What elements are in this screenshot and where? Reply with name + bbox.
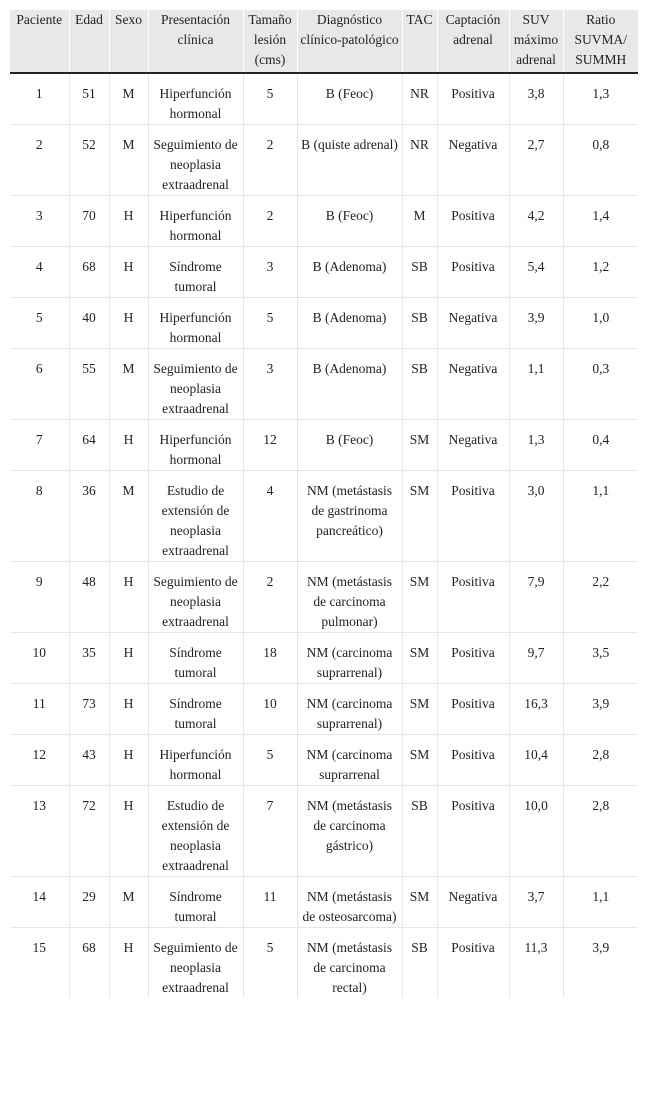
cell-presentacion: Síndrome tumoral [148,684,243,735]
cell-captacion: Positiva [437,247,509,298]
table-row [10,349,638,420]
cell-diagnostico: NM (metástasis de carcinoma pulmonar) [297,562,402,633]
cell-ratio: 1,3 [563,73,638,125]
cell-tamano: 11 [243,877,297,928]
cell-presentacion: Seguimiento de neoplasia extraadrenal [148,928,243,999]
cell-sexo: M [109,73,148,125]
cell-tamano: 5 [243,298,297,349]
cell-paciente: 7 [10,420,69,471]
cell-paciente: 14 [10,877,69,928]
cell-edad: 64 [69,420,109,471]
cell-ratio: 0,3 [563,349,638,420]
cell-suv: 11,3 [509,928,563,999]
cell-tac: SB [402,298,437,349]
table-row [10,125,638,196]
cell-tamano: 2 [243,562,297,633]
cell-edad: 52 [69,125,109,196]
cell-suv: 1,1 [509,349,563,420]
cell-edad: 72 [69,786,109,877]
cell-tac: SM [402,471,437,562]
cell-sexo: H [109,420,148,471]
cell-edad: 40 [69,298,109,349]
cell-tamano: 4 [243,471,297,562]
cell-sexo: H [109,684,148,735]
cell-paciente: 8 [10,471,69,562]
cell-captacion: Positiva [437,786,509,877]
cell-suv: 3,9 [509,298,563,349]
cell-paciente: 5 [10,298,69,349]
cell-sexo: H [109,633,148,684]
cell-suv: 10,4 [509,735,563,786]
column-header-diagnostico: Diagnóstico clínico-patológico [297,10,402,73]
cell-suv: 7,9 [509,562,563,633]
cell-edad: 68 [69,928,109,999]
cell-tac: SB [402,349,437,420]
cell-tamano: 5 [243,73,297,125]
cell-ratio: 0,8 [563,125,638,196]
cell-diagnostico: NM (carcinoma suprarrenal [297,735,402,786]
cell-sexo: H [109,196,148,247]
cell-edad: 35 [69,633,109,684]
table-row [10,877,638,928]
cell-ratio: 3,9 [563,684,638,735]
cell-ratio: 3,9 [592,940,610,955]
cell-presentacion: Estudio de extensión de neoplasia extraadrenal [148,471,243,562]
cell-presentacion: Síndrome tumoral [148,633,243,684]
cell-suv: 9,7 [509,633,563,684]
cell-presentacion: Estudio de extensión de neoplasia extraadrenal [148,786,243,877]
cell-edad: 51 [69,73,109,125]
cell-sexo: H [109,928,148,999]
column-header-sexo: Sexo [109,10,148,73]
cell-edad: 73 [69,684,109,735]
cell-sexo: M [109,125,148,196]
cell-edad: 68 [69,247,109,298]
cell-tamano: 12 [243,420,297,471]
cell-captacion: Positiva [437,73,509,125]
cell-suv: 3,7 [509,877,563,928]
cell-captacion: Positiva [437,471,509,562]
cell-diagnostico: B (Feoc) [297,196,402,247]
cell-presentacion: Hiperfunción hormonal [148,73,243,125]
cell-tamano: 3 [243,247,297,298]
cell-paciente: 6 [10,349,69,420]
cell-tamano: 2 [243,125,297,196]
cell-diagnostico: NM (metástasis de carcinoma rectal) [297,928,402,999]
cell-tac: SM [402,684,437,735]
cell-suv: 16,3 [509,684,563,735]
cell-diagnostico: B (quiste adrenal) [297,125,402,196]
cell-sexo: M [109,349,148,420]
cell-ratio: 1,1 [563,471,638,562]
cell-ratio: 0,4 [563,420,638,471]
column-header-captacion: Captación adrenal [437,10,509,73]
cell-paciente: 4 [10,247,69,298]
cell-suv: 10,0 [509,786,563,877]
cell-tac: M [402,196,437,247]
cell-diagnostico: B (Adenoma) [297,247,402,298]
table-row [10,562,638,633]
cell-suv: 3,0 [509,471,563,562]
cell-presentacion: Hiperfunción hormonal [148,298,243,349]
cell-tac: SB [402,928,437,999]
cell-edad: 36 [69,471,109,562]
cell-suv: 2,7 [509,125,563,196]
cell-diagnostico: NM (metástasis de gastrinoma pancreático) [297,471,402,562]
cell-captacion: Negativa [437,420,509,471]
column-header-tamano: Tamaño lesión (cms) [243,10,297,73]
cell-paciente: 13 [10,786,69,877]
cell-captacion: Negativa [437,298,509,349]
column-header-presentacion: Presentación clínica [148,10,243,73]
cell-tamano: 3 [243,349,297,420]
cell-paciente: 3 [10,196,69,247]
cell-sexo: H [109,786,148,877]
cell-diagnostico: NM (carcinoma suprarrenal) [297,633,402,684]
table-row [10,298,638,349]
table-row [10,928,638,999]
cell-ratio: 1,4 [563,196,638,247]
cell-diagnostico: B (Adenoma) [297,349,402,420]
cell-tamano: 10 [243,684,297,735]
cell-captacion: Positiva [437,928,509,999]
cell-diagnostico: B (Adenoma) [297,298,402,349]
cell-diagnostico: B (Feoc) [297,73,402,125]
column-header-ratio: Ratio SUVMA/ SUMMH [563,10,638,73]
cell-tac: SB [402,247,437,298]
cell-tac: SM [402,633,437,684]
cell-ratio: 1,1 [563,877,638,928]
column-header-suv: SUV máximo adrenal [509,10,563,73]
cell-ratio: 1,0 [563,298,638,349]
table-row [10,471,638,562]
cell-paciente: 15 [10,928,69,999]
cell-captacion: Positiva [437,562,509,633]
cell-suv: 3,8 [509,73,563,125]
cell-suv: 4,2 [509,196,563,247]
column-header-tac: TAC [402,10,437,73]
cell-presentacion: Seguimiento de neoplasia extraadrenal [148,562,243,633]
cell-captacion: Negativa [437,877,509,928]
cell-diagnostico: NM (metástasis de carcinoma gástrico) [297,786,402,877]
cell-diagnostico: NM (carcinoma suprarrenal) [297,684,402,735]
table-body [10,73,638,998]
column-header-paciente: Paciente [10,10,69,73]
cell-sexo: H [109,735,148,786]
cell-tamano: 5 [243,928,297,999]
cell-tac: NR [402,73,437,125]
cell-suv: 5,4 [509,247,563,298]
cell-presentacion: Hiperfunción hormonal [148,735,243,786]
cell-paciente: 11 [10,684,69,735]
cell-tac: SM [402,877,437,928]
cell-paciente: 12 [10,735,69,786]
cell-paciente: 2 [10,125,69,196]
cell-tac: SM [402,420,437,471]
cell-tamano: 5 [243,735,297,786]
table-row [10,420,638,471]
cell-captacion: Negativa [437,349,509,420]
cell-sexo: H [109,562,148,633]
cell-ratio: 2,8 [563,735,638,786]
cell-presentacion: Hiperfunción hormonal [148,196,243,247]
cell-suv: 1,3 [509,420,563,471]
table-header [10,10,638,73]
cell-ratio: 2,8 [563,786,638,877]
cell-edad: 29 [69,877,109,928]
cell-edad: 48 [69,562,109,633]
table-row [10,247,638,298]
cell-captacion: Positiva [437,633,509,684]
cell-ratio: 2,2 [563,562,638,633]
table-row [10,735,638,786]
cell-tac: SM [402,735,437,786]
cell-diagnostico: B (Feoc) [297,420,402,471]
table-row [10,196,638,247]
header-row [10,10,638,73]
cell-presentacion: Síndrome tumoral [148,877,243,928]
cell-tamano: 7 [243,786,297,877]
cell-paciente: 10 [10,633,69,684]
cell-captacion: Positiva [437,735,509,786]
cell-presentacion: Seguimiento de neoplasia extraadrenal [148,349,243,420]
cell-tac: SB [402,786,437,877]
cell-sexo: H [109,247,148,298]
cell-edad: 55 [69,349,109,420]
cell-edad: 70 [69,196,109,247]
cell-tac: SM [402,562,437,633]
cell-presentacion: Seguimiento de neoplasia extraadrenal [148,125,243,196]
cell-ratio: 1,2 [563,247,638,298]
cell-edad: 43 [69,735,109,786]
table-row [10,684,638,735]
cell-tamano: 2 [243,196,297,247]
patient-table [10,10,638,998]
cell-captacion: Positiva [437,684,509,735]
cell-tac: NR [402,125,437,196]
cell-sexo: M [109,877,148,928]
column-header-edad: Edad [69,10,109,73]
cell-sexo: M [109,471,148,562]
cell-diagnostico: NM (metástasis de osteosarcoma) [297,877,402,928]
cell-captacion: Negativa [437,125,509,196]
cell-presentacion: Síndrome tumoral [148,247,243,298]
cell-ratio: 3,5 [563,633,638,684]
table-row [10,633,638,684]
cell-captacion: Positiva [437,196,509,247]
cell-paciente: 9 [10,562,69,633]
table-row [10,786,638,877]
cell-tamano: 18 [243,633,297,684]
cell-presentacion: Hiperfunción hormonal [148,420,243,471]
cell-paciente: 1 [10,73,69,125]
cell-sexo: H [109,298,148,349]
table-row [10,73,638,125]
